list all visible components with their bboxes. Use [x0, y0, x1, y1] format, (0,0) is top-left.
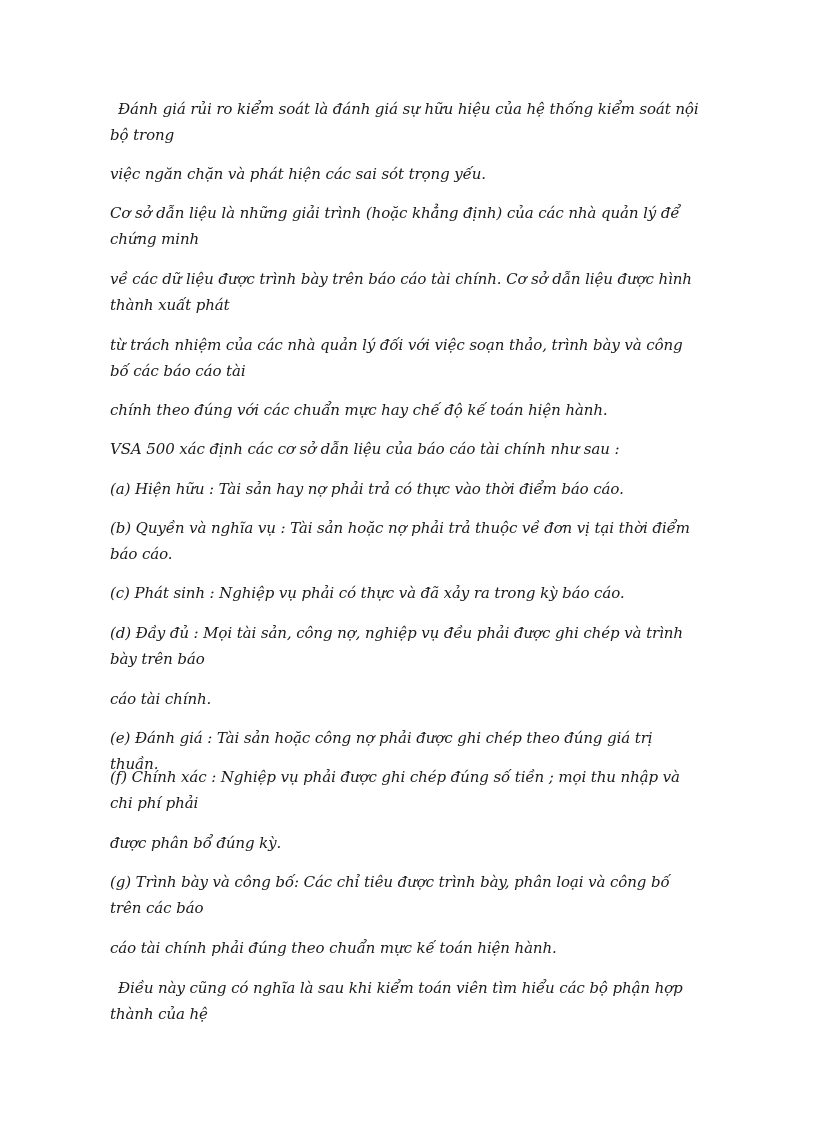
- list-item-f-continued: được phân bổ đúng kỳ.: [110, 834, 282, 852]
- paragraph-auditor-understanding: Điều này cũng có nghĩa là sau khi kiểm toán viên tìm hiểu các bộ phận hợp thành của hệ: [110, 979, 683, 1023]
- list-item-d-completeness: (d) Đầy đủ : Mọi tài sản, công nợ, nghiệp vụ đều phải được ghi chép và trình bày trên báo: [110, 624, 683, 668]
- list-item-a-existence: (a) Hiện hữu : Tài sản hay nợ phải trả có thực vào thời điểm báo cáo.: [110, 480, 624, 498]
- list-item-g-continued: cáo tài chính phải đúng theo chuẩn mực kế toán hiện hành.: [110, 939, 557, 957]
- paragraph-control-risk: Đánh giá rủi ro kiểm soát là đánh giá sự hữu hiệu của hệ thống kiểm soát nội bộ trong: [110, 100, 699, 144]
- list-item-e-valuation: (e) Đánh giá : Tài sản hoặc công nợ phải được ghi chép theo đúng giá trị thuần.: [110, 729, 653, 773]
- paragraph-financial-data: về các dữ liệu được trình bày trên báo cáo tài chính. Cơ sở dẫn liệu được hình thành xuất phát: [110, 270, 692, 314]
- list-item-c-occurrence: (c) Phát sinh : Nghiệp vụ phải có thực và đã xảy ra trong kỳ báo cáo.: [110, 584, 625, 602]
- list-item-d-continued: cáo tài chính.: [110, 690, 212, 708]
- paragraph-vsa-500: VSA 500 xác định các cơ sở dẫn liệu của báo cáo tài chính như sau :: [110, 440, 620, 458]
- paragraph-assertions-definition: Cơ sở dẫn liệu là những giải trình (hoặc khẳng định) của các nhà quản lý để chứng minh: [110, 204, 680, 248]
- paragraph-prevent-detect: việc ngăn chặn và phát hiện các sai sót trọng yếu.: [110, 165, 486, 183]
- list-item-f-accuracy: (f) Chính xác : Nghiệp vụ phải được ghi chép đúng số tiền ; mọi thu nhập và chi phí phải: [110, 768, 680, 812]
- list-item-g-presentation: (g) Trình bày và công bố: Các chỉ tiêu được trình bày, phân loại và công bố trên các báo: [110, 873, 670, 917]
- list-item-b-rights-obligations: (b) Quyền và nghĩa vụ : Tài sản hoặc nợ phải trả thuộc về đơn vị tại thời điểm báo cáo.: [110, 519, 690, 563]
- paragraph-management-responsibility: từ trách nhiệm của các nhà quản lý đối với việc soạn thảo, trình bày và công bố các báo cáo tài: [110, 336, 683, 380]
- paragraph-standards: chính theo đúng với các chuẩn mực hay chế độ kế toán hiện hành.: [110, 401, 608, 419]
